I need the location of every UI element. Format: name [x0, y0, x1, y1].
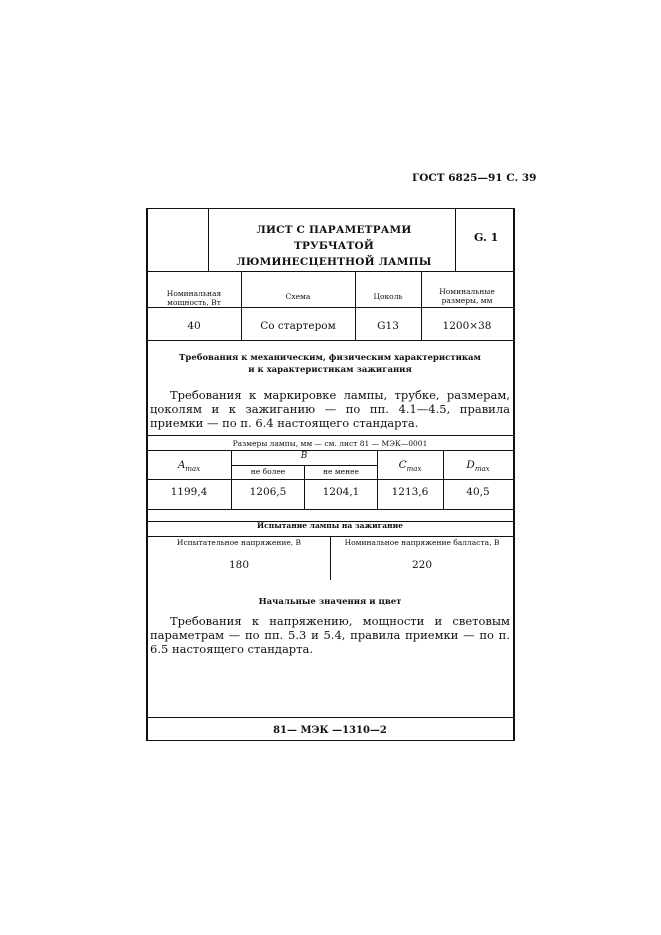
- dims-header-b-max: не более: [250, 467, 286, 476]
- dims-a-sub: max: [185, 465, 201, 474]
- dims-cell-a: 1199,4: [170, 486, 208, 498]
- ignition-header-test: Испытательное напряжение, В: [176, 538, 302, 547]
- dims-d-sub: max: [474, 465, 490, 474]
- ignition-caption: Испытание лампы на зажигание: [257, 521, 403, 530]
- dims-c-sub: max: [406, 465, 422, 474]
- dims-cell-d: 40,5: [466, 486, 490, 498]
- dims-header-b-min: не менее: [323, 467, 359, 476]
- lamp-cell-scheme: Со стартером: [260, 320, 336, 332]
- sheet-title: [216, 222, 452, 270]
- dims-header-b: B: [300, 451, 308, 461]
- dims-header-c: [378, 459, 442, 473]
- sheet-title-line1: ЛИСТ С ПАРАМЕТРАМИ ТРУБЧАТОЙ: [256, 224, 412, 252]
- ignition-cell-ballast: 220: [411, 559, 433, 571]
- document-code: ГОСТ 6825—91 С. 39: [412, 172, 537, 184]
- dims-cell-b-min: 1204,1: [322, 486, 360, 498]
- footer-code: 81— МЭК —1310—2: [273, 725, 387, 736]
- lamp-header-cap: Цоколь: [373, 292, 403, 301]
- lamp-cell-dimensions: 1200×38: [442, 320, 492, 332]
- mechanical-heading-line2: и к характеристикам зажигания: [248, 365, 412, 375]
- dims-a-letter: A: [177, 459, 186, 471]
- lamp-header-scheme: Схема: [285, 292, 311, 301]
- ignition-cell-test: 180: [228, 559, 250, 571]
- lamp-header-dimensions: Номинальные размеры, мм: [439, 287, 495, 305]
- sheet-number: G. 1: [474, 231, 499, 244]
- ignition-header-ballast: Номинальное напряжение балласта, В: [344, 538, 500, 547]
- sheet-title-line2: ЛЮМИНЕСЦЕНТНОЙ ЛАМПЫ: [236, 256, 432, 268]
- initial-paragraph: Требования к напряжению, мощности и световым параметрам — по пп. 5.3 и 5.4, правила приемки — по п. 6.5 настоящего стандарта.: [150, 614, 510, 656]
- lamp-cell-power: 40: [187, 320, 201, 332]
- mechanical-heading: [150, 352, 510, 376]
- dims-d-letter: D: [466, 459, 475, 471]
- mechanical-heading-line1: Требования к механическим, физическим характеристикам: [179, 353, 481, 363]
- dims-cell-b-max: 1206,5: [249, 486, 287, 498]
- lamp-cell-cap: G13: [377, 320, 399, 332]
- lamp-header-power: Номинальная мощность, Вт: [166, 289, 222, 307]
- dims-cell-c: 1213,6: [391, 486, 429, 498]
- dims-header-a: [148, 459, 230, 473]
- mechanical-paragraph: Требования к маркировке лампы, трубке, размерам, цоколям и к зажиганию — по пп. 4.1—4.5, правила приемки — по п. 6.4 настоящего стандарта.: [150, 388, 510, 430]
- dims-caption: Размеры лампы, мм — см. лист 81 — МЭК—0001: [232, 439, 428, 448]
- dims-c-letter: C: [398, 459, 407, 471]
- initial-heading: Начальные значения и цвет: [258, 597, 402, 607]
- dims-header-d: [444, 459, 512, 473]
